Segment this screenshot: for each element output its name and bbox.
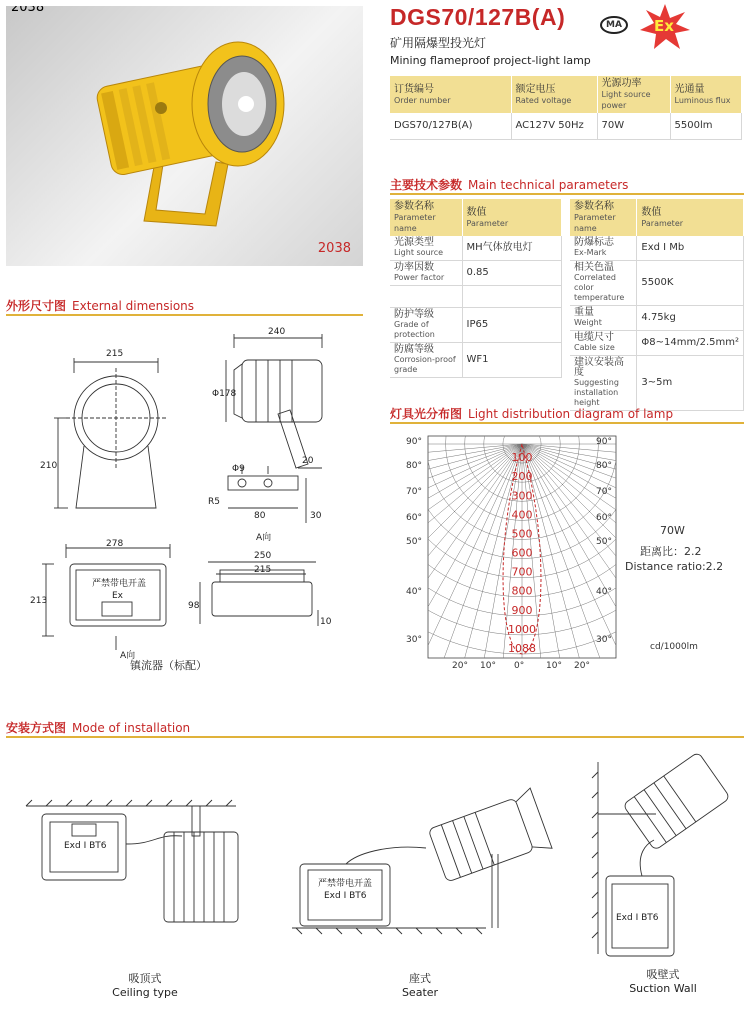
- dim-80: 80: [254, 511, 266, 521]
- polar-radial-labels: [508, 451, 536, 655]
- lamp-illustration: [6, 6, 363, 266]
- radial-value-label: 300: [511, 489, 533, 503]
- radial-value-label: 1088: [508, 642, 536, 655]
- table-row: 相关色温 Correlated color temperature 5500K: [570, 261, 744, 306]
- radial-value-label: 700: [511, 565, 533, 579]
- polar-ring: [390, 428, 694, 616]
- right-angle-label: 30°: [596, 635, 612, 645]
- section-rule: [6, 314, 363, 316]
- polar-ray: [522, 444, 746, 489]
- radial-value-label: 900: [511, 603, 533, 617]
- distribution-section-title: 灯具光分布图 Light distribution diagram of lamp: [390, 407, 674, 421]
- bottom-angle-labels: [452, 661, 590, 671]
- order-table: [390, 76, 742, 140]
- ceiling-box-label: Exd Ⅰ BT6: [64, 841, 107, 851]
- seat-box-label: 严禁带电开盖: [318, 879, 373, 889]
- ballast-ex: Ex: [112, 591, 124, 601]
- installation-box-labels: [64, 841, 659, 923]
- order-cell: DGS70/127B(A): [390, 113, 511, 139]
- ballast-caption: 镇流器（标配）: [130, 659, 207, 672]
- table-row: 电缆尺寸 Cable size Φ8~14mm/2.5mm²: [570, 331, 744, 356]
- dim-98: 98: [188, 601, 200, 611]
- order-header-number: 订货编号 Order number: [390, 76, 511, 113]
- dim-240: 240: [268, 327, 286, 337]
- order-header-power: 光源功率 Light source power: [597, 76, 670, 113]
- radial-value-label: 600: [511, 546, 533, 560]
- left-angle-label: 90°: [406, 437, 422, 447]
- order-header-flux: 光通量 Luminous flux: [670, 76, 742, 113]
- distribution-ratio-en: Distance ratio:2.2: [625, 560, 724, 573]
- right-angle-label: 50°: [596, 537, 612, 547]
- left-angle-label: 70°: [406, 487, 422, 497]
- dim-a-dir: A向: [256, 533, 272, 543]
- radial-value-label: 800: [511, 584, 533, 598]
- bottom-angle-label: 20°: [452, 661, 468, 671]
- installation-drawing: [6, 744, 744, 964]
- mode-suction-wall: 吸壁式 Suction Wall: [629, 968, 697, 995]
- dim-250: 250: [254, 551, 272, 561]
- installation-section-title: 安装方式图 Mode of installation: [6, 721, 191, 735]
- dim-phi9: Φ9: [232, 464, 245, 474]
- ex-star-icon: [640, 4, 690, 50]
- dim-213: 213: [30, 596, 48, 606]
- product-photo: [6, 6, 363, 266]
- left-angle-label: 50°: [406, 537, 422, 547]
- table-row: 重量 Weight 4.75kg: [570, 306, 744, 331]
- dim-20: 20: [302, 456, 314, 466]
- section-rule: [6, 736, 744, 738]
- bottom-angle-label: 10°: [480, 661, 496, 671]
- dim-215: 215: [106, 349, 124, 359]
- mode-ceiling: 吸顶式 Ceiling type: [112, 972, 178, 999]
- polar-ray: [522, 444, 746, 574]
- right-angle-label: 70°: [596, 487, 612, 497]
- product-model: DGS70/127B(A): [390, 4, 566, 30]
- dim-278: 278: [106, 539, 124, 549]
- dim-a-arrow: A向: [120, 651, 136, 661]
- dimension-drawing: [6, 318, 363, 680]
- product-name-cn: 矿用隔爆型投光灯: [390, 36, 487, 50]
- distribution-unit: cd/1000lm: [650, 642, 698, 652]
- table-row: [390, 286, 562, 308]
- radial-value-label: 1000: [508, 622, 536, 636]
- table-row: [390, 113, 742, 139]
- ballast-warning: 严禁带电开盖: [92, 579, 147, 589]
- dim-210: 210: [40, 461, 58, 471]
- table-row: 建议安装高度 Suggesting installation height 3~5m: [570, 356, 744, 411]
- right-angle-label: 40°: [596, 587, 612, 597]
- left-angle-label: 60°: [406, 513, 422, 523]
- polar-ray: [412, 444, 525, 676]
- photo-code: 2038: [11, 6, 45, 15]
- left-angle-labels: [406, 437, 422, 645]
- polar-ray: [522, 444, 652, 669]
- dim-30: 30: [310, 511, 322, 521]
- radial-value-label: 400: [511, 508, 533, 522]
- polar-ray: [390, 444, 522, 628]
- photo-code-label: 2038: [317, 241, 351, 256]
- dim-178: Φ178: [212, 389, 237, 399]
- bottom-angle-label: 10°: [546, 661, 562, 671]
- order-cell: AC127V 50Hz: [511, 113, 597, 139]
- tech-section-title: 主要技术参数 Main technical parameters: [390, 178, 629, 192]
- table-row: 防护等级 Grade of protection IP65: [390, 308, 562, 343]
- seat-box-label2: Exd Ⅰ BT6: [324, 891, 367, 901]
- right-angle-label: 60°: [596, 513, 612, 523]
- polar-ray: [522, 444, 746, 554]
- table-row: 防爆标志 Ex-Mark Exd Ⅰ Mb: [570, 236, 744, 261]
- order-header-voltage: 额定电压 Rated voltage: [511, 76, 597, 113]
- dimension-labels: [30, 327, 332, 661]
- left-angle-label: 30°: [406, 635, 422, 645]
- order-cell: 70W: [597, 113, 670, 139]
- bottom-angle-label: 0°: [514, 661, 525, 671]
- polar-ray: [522, 444, 724, 611]
- mode-seater: 座式 Seater: [401, 972, 439, 999]
- table-row: 光源类型 Light source MH气体放电灯: [390, 236, 562, 261]
- right-angle-label: 80°: [596, 461, 612, 471]
- dim-10: 10: [320, 617, 332, 627]
- ex-badge: Ex: [654, 17, 674, 35]
- dim-r5: R5: [208, 497, 220, 507]
- left-angle-label: 80°: [406, 461, 422, 471]
- dimensions-section-title: 外形尺寸图 External dimensions: [6, 299, 195, 313]
- polar-ray: [390, 444, 522, 511]
- product-name-en: Mining flameproof project-light lamp: [390, 54, 591, 67]
- section-rule: [390, 422, 744, 424]
- tech-table-left: 参数名称 Parameter name 数值 Parameter 光源类型 Light source MH气体放电灯 功率因数 Power factor 0.85 防护等级 Grade of protection IP65 防腐等级 Corrosion-proof grade WF1: [390, 199, 562, 378]
- order-cell: 5500lm: [670, 113, 742, 139]
- tech-table-right: 参数名称 Parameter name 数值 Parameter 防爆标志 Ex-Mark Exd Ⅰ Mb 相关色温 Correlated color temperature 5500K 重量 Weight 4.75kg 电缆尺寸 Cable size Φ8~14mm/2.5mm² 建议安装高度 Suggesting installation height 3~5m: [570, 199, 744, 411]
- dim-215b: 215: [254, 565, 272, 575]
- radial-value-label: 200: [511, 470, 533, 484]
- polar-ray: [522, 444, 632, 676]
- ma-cert-icon: MA: [600, 16, 628, 34]
- radial-value-label: 500: [511, 527, 533, 541]
- left-angle-label: 40°: [406, 587, 422, 597]
- radial-value-label: 100: [511, 451, 533, 465]
- table-row: 功率因数 Power factor 0.85: [390, 261, 562, 286]
- right-angle-label: 90°: [596, 437, 612, 447]
- distribution-power: 70W: [660, 524, 685, 537]
- distribution-ratio-cn: 距离比：2.2: [640, 545, 702, 558]
- polar-ray: [522, 444, 746, 533]
- bottom-angle-label: 20°: [574, 661, 590, 671]
- wall-box-label: Exd Ⅰ BT6: [616, 913, 659, 923]
- polar-ring: [390, 428, 732, 654]
- table-row: 防腐等级 Corrosion-proof grade WF1: [390, 343, 562, 378]
- section-rule: [390, 193, 744, 195]
